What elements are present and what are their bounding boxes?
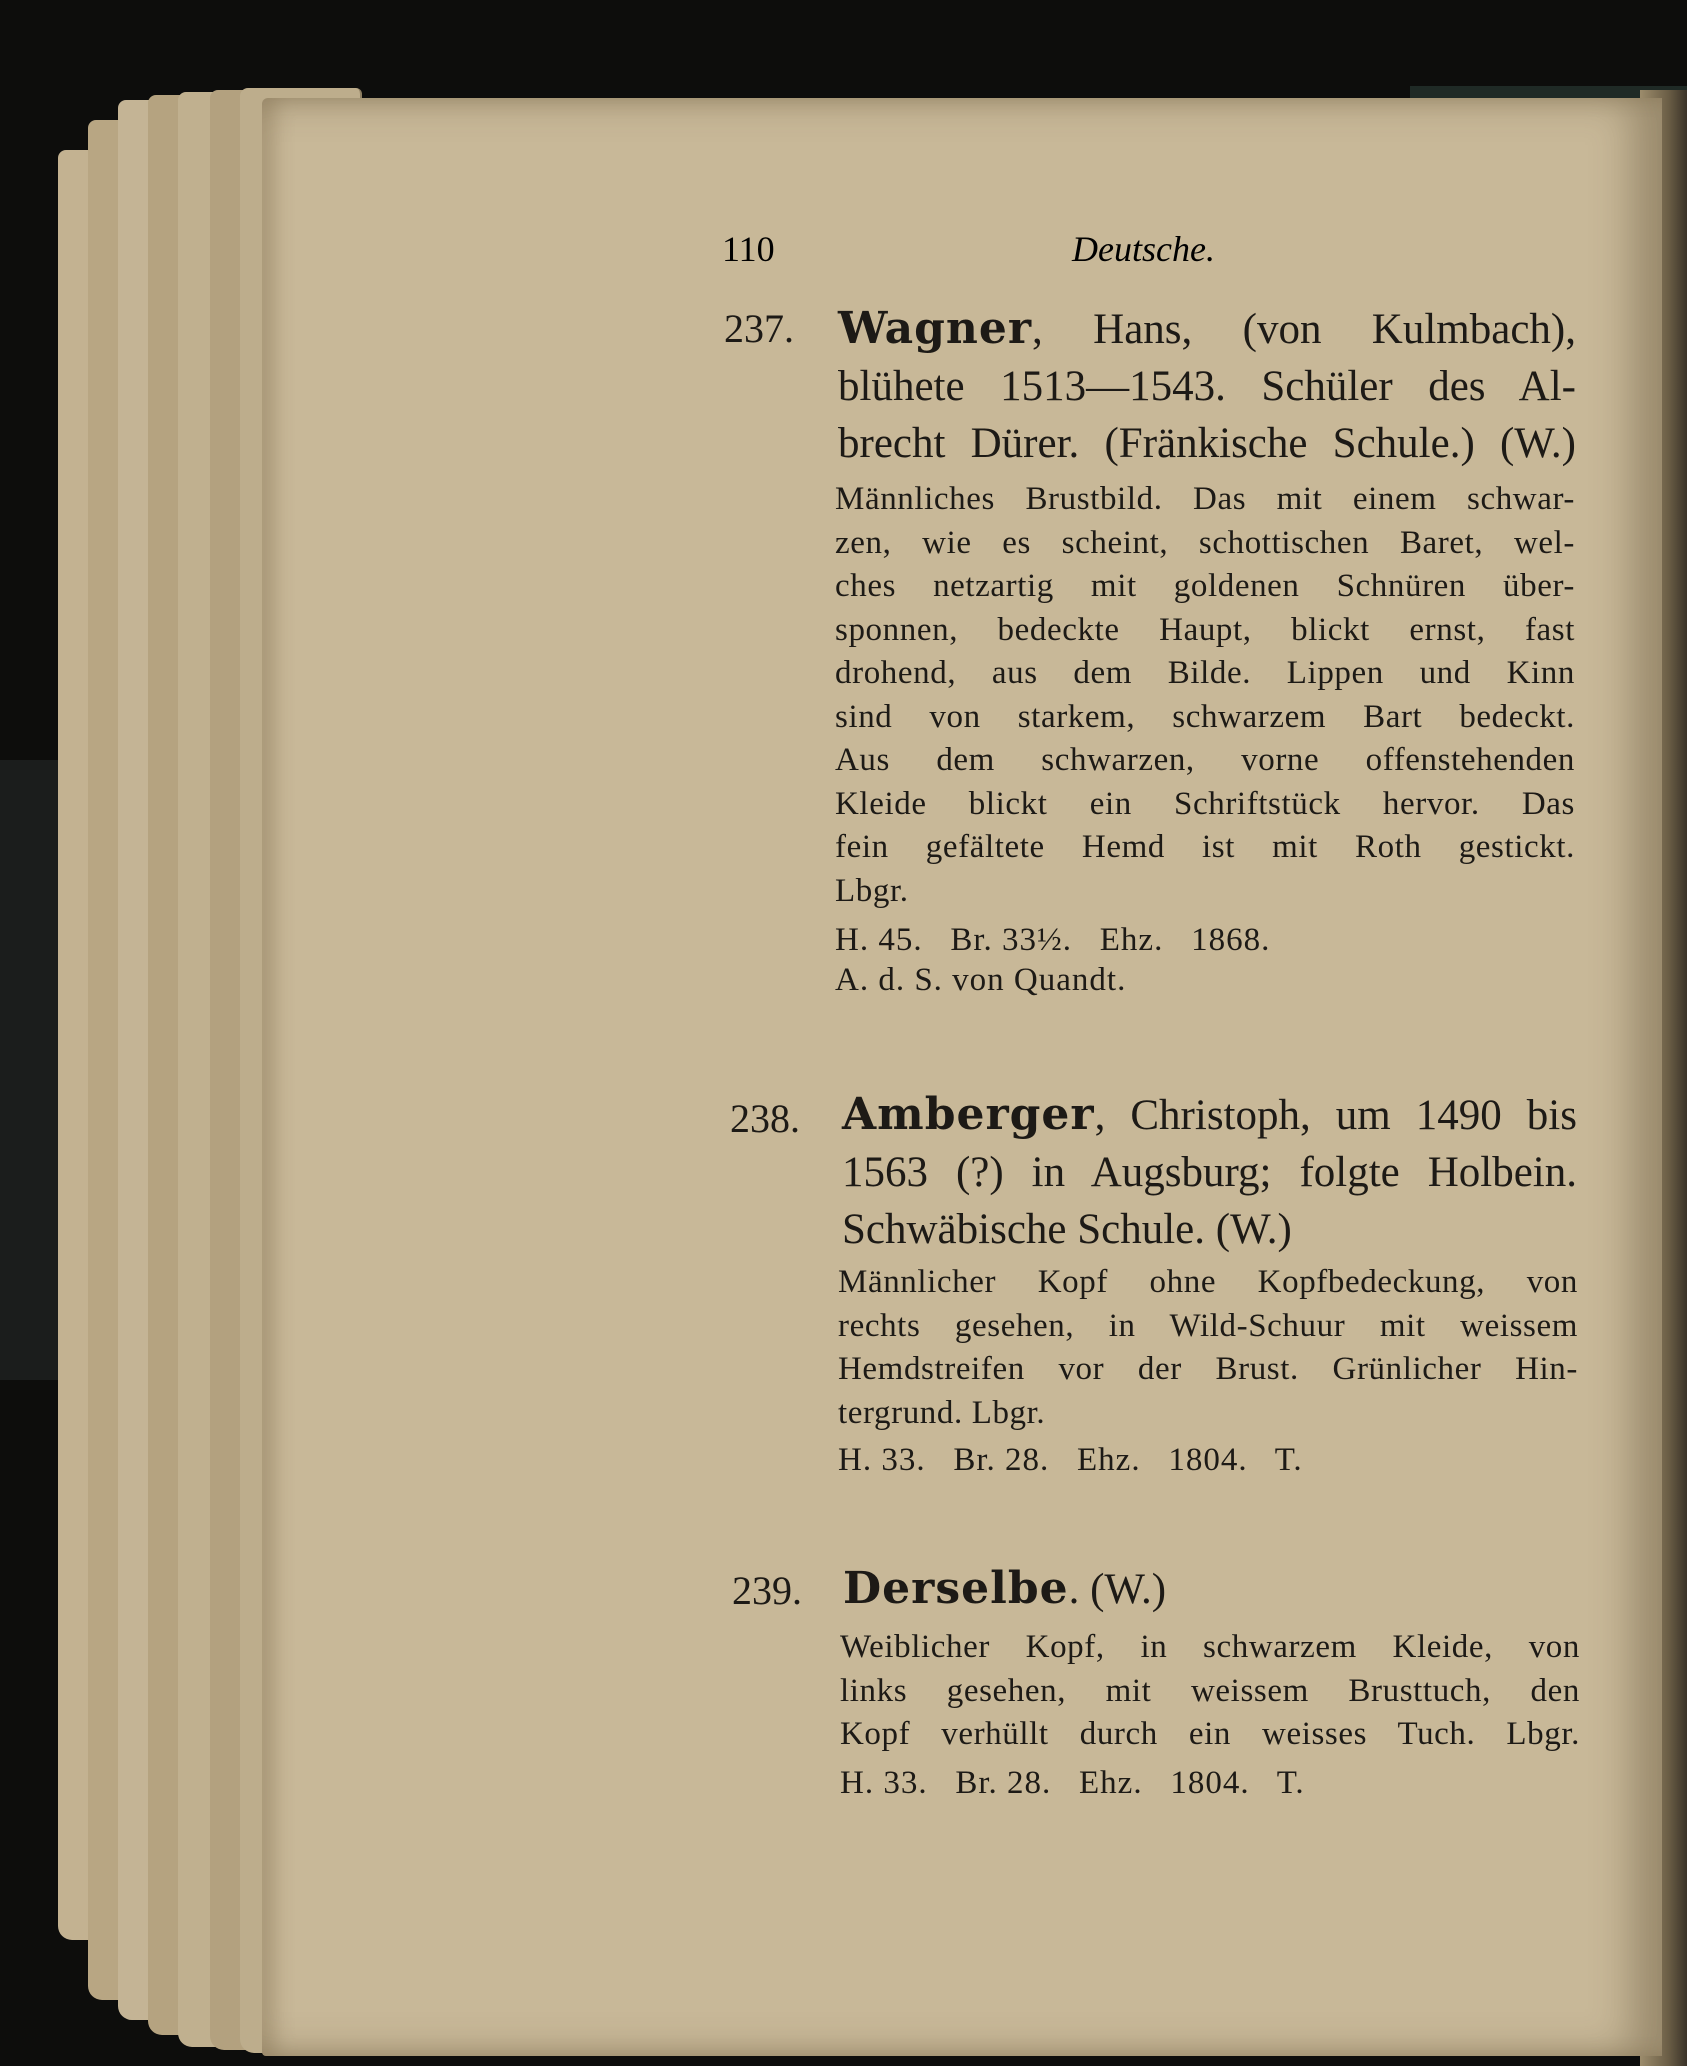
description-line: Kopf verhüllt durch ein weisses Tuch. Lbgr.	[840, 1716, 1580, 1752]
measurement-line: H. 45. Br. 33½. Ehz. 1868.	[835, 922, 1271, 958]
description-line: tergrund. Lbgr.	[838, 1394, 1046, 1431]
description-line: sind von starkem, schwarzem Bart bedeckt.	[835, 698, 1575, 735]
heading-line: , Hans, (von Kulmbach),	[1032, 306, 1576, 353]
entry-measurements	[840, 1763, 1305, 1803]
description-line: rechts gesehen, in Wild-Schuur mit weissem	[838, 1307, 1578, 1344]
heading-line: blühete 1513—1543. Schüler des Al-	[838, 363, 1576, 410]
book-cover-edge	[0, 760, 60, 1380]
artist-name: Amberger	[842, 1089, 1095, 1140]
entry-description	[835, 478, 1575, 913]
description-line: drohend, aus dem Bilde. Lippen und Kinn	[835, 655, 1575, 691]
description-line: Aus dem schwarzen, vorne offenstehenden	[835, 742, 1575, 778]
artist-name: Wagner	[838, 303, 1033, 354]
heading-line: brecht Dürer. (Fränkische Schule.) (W.)	[838, 420, 1576, 467]
page-number: 110	[722, 229, 775, 269]
description-line: ches netzartig mit goldenen Schnüren über-	[835, 568, 1575, 604]
running-title: Deutsche.	[1072, 229, 1215, 269]
description-line: Weiblicher Kopf, in schwarzem Kleide, von	[840, 1629, 1580, 1665]
entry-number: 237.	[724, 306, 794, 351]
description-line: Lbgr.	[835, 872, 909, 909]
description-line: fein gefältete Hemd ist mit Roth gestickt.	[835, 829, 1575, 865]
heading-line: , Christoph, um 1490 bis	[1094, 1092, 1577, 1139]
entry-measurements	[838, 1440, 1303, 1480]
entry-heading	[838, 300, 1576, 472]
entry-heading	[842, 1086, 1577, 1258]
entry-heading	[843, 1560, 1543, 1618]
entry-number: 239.	[732, 1568, 802, 1613]
description-line: Kleide blickt ein Schriftstück hervor. Das	[835, 785, 1575, 822]
description-line: Männlicher Kopf ohne Kopfbedeckung, von	[838, 1264, 1578, 1300]
description-line: Hemdstreifen vor der Brust. Grünlicher Hin-	[838, 1351, 1578, 1387]
description-line: sponnen, bedeckte Haupt, blickt ernst, fast	[835, 611, 1575, 648]
entry-description	[838, 1261, 1578, 1435]
entry-description	[840, 1626, 1580, 1757]
measurement-line: H. 33. Br. 28. Ehz. 1804. T.	[840, 1765, 1305, 1801]
description-line: links gesehen, mit weissem Brusttuch, den	[840, 1672, 1580, 1709]
entry-number: 238.	[730, 1096, 800, 1141]
artist-name: Derselbe	[843, 1563, 1069, 1614]
heading-line: 1563 (?) in Augsburg; folgte Holbein.	[842, 1149, 1577, 1196]
entry-measurements	[835, 920, 1270, 1000]
provenance-line: A. d. S. von Quandt.	[835, 962, 1127, 998]
heading-line: Schwäbische Schule. (W.)	[842, 1206, 1292, 1253]
description-line: zen, wie es scheint, schottischen Baret, wel-	[835, 524, 1575, 561]
heading-line: . (W.)	[1068, 1566, 1167, 1613]
measurement-line: H. 33. Br. 28. Ehz. 1804. T.	[838, 1442, 1303, 1478]
description-line: Männliches Brustbild. Das mit einem schwar-	[835, 481, 1575, 517]
